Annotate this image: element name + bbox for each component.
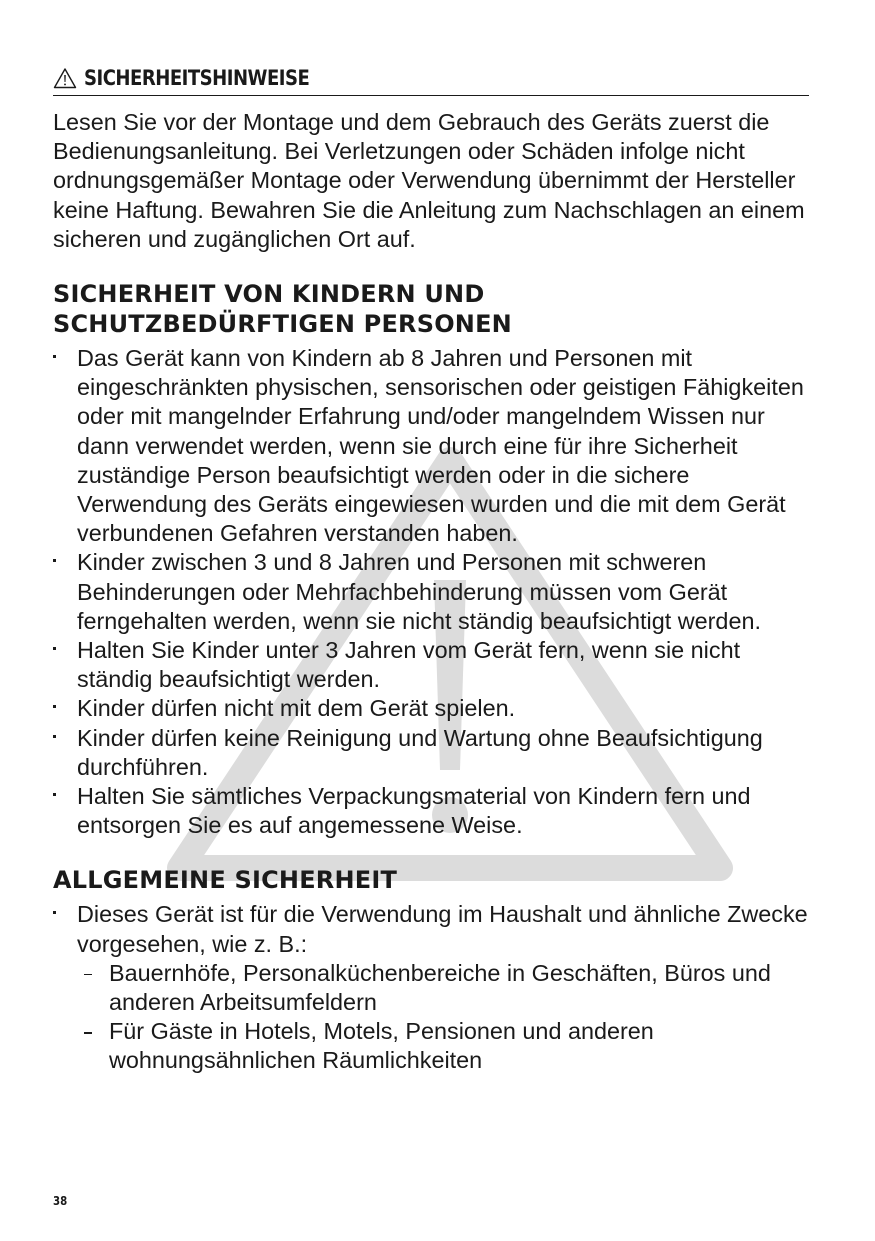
page-number: 38: [53, 1194, 68, 1208]
bullet-icon: [53, 355, 56, 358]
list-item-text: Kinder dürfen nicht mit dem Gerät spielen.: [77, 695, 516, 722]
list-item: [53, 782, 813, 840]
list-item: [53, 636, 813, 694]
list-item-text: Dieses Gerät ist für die Verwendung im Haushalt und ähnliche Zwecke vorgesehen, wie z. B.:: [77, 901, 808, 957]
list-item-text: Kinder zwischen 3 und 8 Jahren und Personen mit schweren Behinderungen oder Mehrfachbehinderung müssen vom Gerät ferngehalten werden, wenn sie nicht ständig beaufsichtigt werden.: [77, 549, 761, 634]
list-item: [53, 900, 813, 1075]
bullet-icon: [53, 705, 56, 708]
bullet-icon: [53, 793, 56, 796]
list-item: [53, 694, 813, 723]
list-item-text: Kinder dürfen keine Reinigung und Wartung ohne Beaufsichtigung durchführen.: [77, 724, 763, 780]
bullet-icon: [53, 911, 56, 914]
child-safety-list: [53, 344, 813, 840]
page-title: SICHERHEITSHINWEISE: [84, 66, 310, 90]
list-item: [53, 344, 813, 548]
list-item-text: Das Gerät kann von Kindern ab 8 Jahren und Personen mit eingeschränkten physischen, sensorischen oder geistigen Fähigkeiten oder mit mangelnder Erfahrung und/oder mangelndem Wissen nur dann verwendet werden, wenn sie durch eine für ihre Sicherheit zuständige Person beaufsichtigt werden oder in die sichere Verwendung des Geräts eingewiesen wurden und die mit dem Gerät verbundenen Gefahren verstanden haben.: [77, 345, 804, 547]
list-item-text: Halten Sie sämtliches Verpackungsmaterial von Kindern fern und entsorgen Sie es auf angemessene Weise.: [77, 783, 751, 839]
section-heading-child-safety: [53, 279, 813, 339]
sub-list-item: [53, 959, 813, 1017]
heading-line: SICHERHEIT VON KINDERN UND: [53, 280, 485, 309]
list-item: [53, 724, 813, 782]
section-heading-general-safety: ALLGEMEINE SICHERHEIT: [53, 866, 398, 895]
sub-list-item-text: Bauernhöfe, Personalküchenbereiche in Geschäften, Büros und anderen Arbeitsumfeldern: [109, 959, 771, 1016]
general-safety-list: [53, 900, 813, 1075]
sub-list: [53, 959, 813, 1076]
warning-triangle-icon: [53, 67, 77, 89]
bullet-icon: [53, 735, 56, 738]
sub-list-item: [53, 1017, 813, 1075]
bullet-icon: [53, 559, 56, 562]
dash-icon: [84, 974, 92, 976]
list-item: [53, 548, 813, 636]
dash-icon: [84, 1032, 92, 1034]
list-item-text: Halten Sie Kinder unter 3 Jahren vom Gerät fern, wenn sie nicht ständig beaufsichtigt werden.: [77, 637, 741, 693]
sub-list-item-text: Für Gäste in Hotels, Motels, Pensionen und anderen wohnungsähnlichen Räumlichkeiten: [109, 1018, 654, 1074]
heading-line: SCHUTZBEDÜRFTIGEN PERSONEN: [53, 310, 512, 339]
content-area: [53, 66, 813, 1076]
bullet-icon: [53, 647, 56, 650]
safety-header: [53, 66, 809, 96]
intro-paragraph: Lesen Sie vor der Montage und dem Gebrauch des Geräts zuerst die Bedienungsanleitung. Bei Verletzungen oder Schäden infolge nicht ordnungsgemäßer Montage oder Verwendung übernimmt der Hersteller keine Haftung. Bewahren Sie die Anleitung zum Nachschlagen an einem sicheren und zugänglichen Ort auf.: [53, 109, 805, 252]
